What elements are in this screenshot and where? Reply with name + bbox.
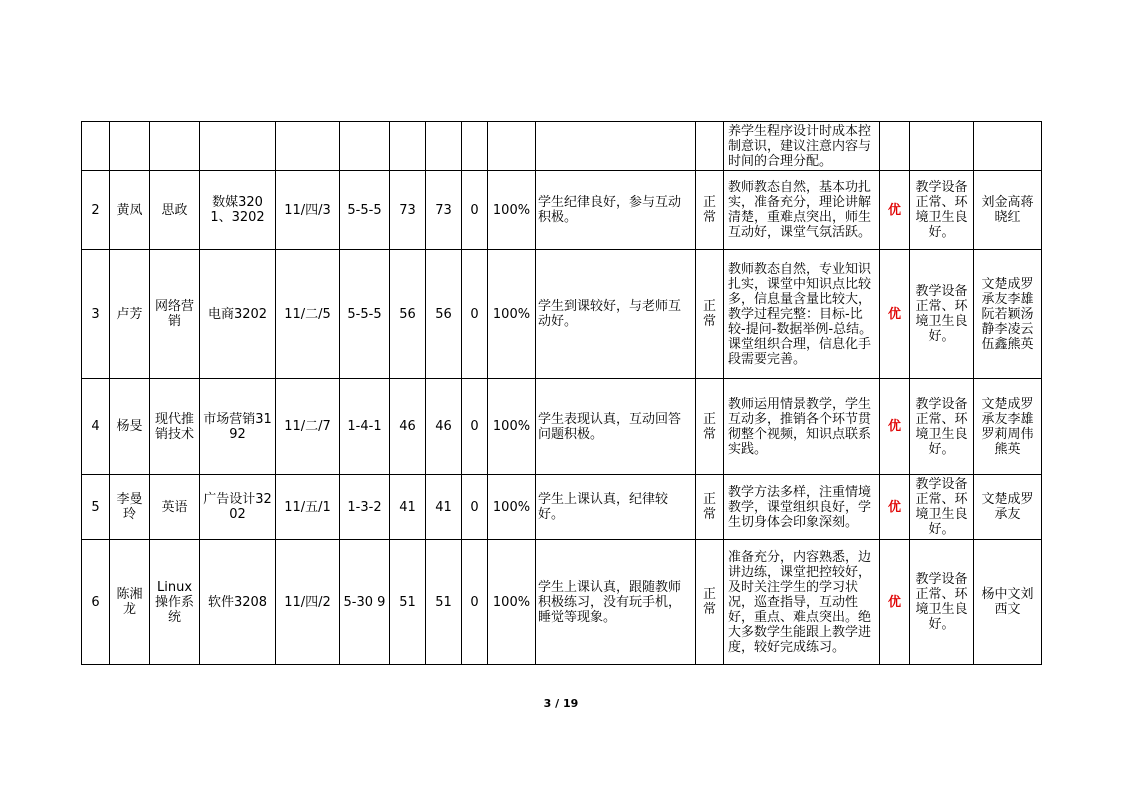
observers: 杨中文刘西文 [974,540,1042,665]
inspection-table [81,121,1042,665]
attendance-rate [488,122,536,171]
row-number: 3 [82,250,110,379]
course-name: 英语 [150,475,200,540]
students-absent: 0 [462,250,488,379]
lesson-date: 11/二/7 [276,379,340,475]
environment-note: 教学设备正常、环境卫生良好。 [910,250,974,379]
evaluation-note: 养学生程序设计时成本控制意识，建议注意内容与时间的合理分配。 [724,122,880,171]
evaluation-note: 准备充分，内容熟悉，边讲边练，课堂把控较好，及时关注学生的学习状况，巡查指导，互动性好，重点、难点突出。绝大多数学生能跟上教学进度，较好完成练习。 [724,540,880,665]
teacher-name [110,122,150,171]
course-name: Linux操作系统 [150,540,200,665]
evaluation-note: 教师教态自然，基本功扎实，准备充分，理论讲解清楚，重难点突出，师生互动好，课堂气氛活跃。 [724,171,880,250]
observers: 文楚成罗承友 [974,475,1042,540]
attendance-rate: 100% [488,540,536,665]
teacher-name: 李曼玲 [110,475,150,540]
attendance-rate: 100% [488,171,536,250]
evaluation-note: 教学方法多样，注重情境教学，课堂组织良好，学生切身体会印象深刻。 [724,475,880,540]
observers: 文楚成罗承友李雄阮若颖汤静李凌云伍鑫熊英 [974,250,1042,379]
students-absent: 0 [462,540,488,665]
class-name [200,122,276,171]
teaching-status: 正常 [696,171,724,250]
discipline-note [536,122,696,171]
lesson-period [340,122,390,171]
environment-note: 教学设备正常、环境卫生良好。 [910,475,974,540]
teacher-name: 卢芳 [110,250,150,379]
table-row [82,475,1042,540]
course-name [150,122,200,171]
students-absent: 0 [462,475,488,540]
students-present: 56 [426,250,462,379]
students-present [426,122,462,171]
observers: 刘金高蒋晓红 [974,171,1042,250]
lesson-date: 11/五/1 [276,475,340,540]
row-number: 5 [82,475,110,540]
students-present: 51 [426,540,462,665]
students-due: 41 [390,475,426,540]
row-number: 4 [82,379,110,475]
teacher-name: 陈湘龙 [110,540,150,665]
lesson-date [276,122,340,171]
lesson-date: 11/二/5 [276,250,340,379]
attendance-rate: 100% [488,250,536,379]
course-name: 思政 [150,171,200,250]
lesson-period: 1-3-2 [340,475,390,540]
environment-note: 教学设备正常、环境卫生良好。 [910,379,974,475]
class-name: 电商3202 [200,250,276,379]
observers: 文楚成罗承友李雄罗莉周伟熊英 [974,379,1042,475]
discipline-note: 学生上课认真，跟随教师积极练习，没有玩手机，睡觉等现象。 [536,540,696,665]
discipline-note: 学生纪律良好，参与互动积极。 [536,171,696,250]
environment-note: 教学设备正常、环境卫生良好。 [910,540,974,665]
students-present: 73 [426,171,462,250]
students-absent [462,122,488,171]
row-number: 6 [82,540,110,665]
students-due: 56 [390,250,426,379]
class-name: 数媒3201、3202 [200,171,276,250]
row-number [82,122,110,171]
course-name: 现代推销技术 [150,379,200,475]
students-absent: 0 [462,379,488,475]
rating [880,122,910,171]
table-row [82,122,1042,171]
teaching-status: 正常 [696,379,724,475]
environment-note [910,122,974,171]
attendance-rate: 100% [488,379,536,475]
lesson-period: 1-4-1 [340,379,390,475]
class-name: 软件3208 [200,540,276,665]
teacher-name: 杨旻 [110,379,150,475]
rating: 优 [880,379,910,475]
page-number: 3 / 19 [543,697,579,710]
students-absent: 0 [462,171,488,250]
lesson-date: 11/四/3 [276,171,340,250]
lesson-period: 5-5-5 [340,171,390,250]
teaching-status [696,122,724,171]
lesson-period: 5-30 9 [340,540,390,665]
teaching-status: 正常 [696,250,724,379]
rating: 优 [880,250,910,379]
teaching-status: 正常 [696,540,724,665]
attendance-rate: 100% [488,475,536,540]
rating: 优 [880,540,910,665]
discipline-note: 学生上课认真，纪律较好。 [536,475,696,540]
discipline-note: 学生到课较好，与老师互动好。 [536,250,696,379]
lesson-period: 5-5-5 [340,250,390,379]
evaluation-note: 教师运用情景教学，学生互动多，推销各个环节贯彻整个视频，知识点联系实践。 [724,379,880,475]
observers [974,122,1042,171]
students-present: 41 [426,475,462,540]
rating: 优 [880,171,910,250]
students-due: 46 [390,379,426,475]
class-name: 广告设计3202 [200,475,276,540]
table-row [82,250,1042,379]
table-row [82,171,1042,250]
teacher-name: 黄凤 [110,171,150,250]
students-due: 73 [390,171,426,250]
environment-note: 教学设备正常、环境卫生良好。 [910,171,974,250]
class-name: 市场营销3192 [200,379,276,475]
students-due: 51 [390,540,426,665]
lesson-date: 11/四/2 [276,540,340,665]
row-number: 2 [82,171,110,250]
rating: 优 [880,475,910,540]
table-row [82,540,1042,665]
table-row [82,379,1042,475]
students-due [390,122,426,171]
teaching-status: 正常 [696,475,724,540]
course-name: 网络营销 [150,250,200,379]
students-present: 46 [426,379,462,475]
discipline-note: 学生表现认真，互动回答问题积极。 [536,379,696,475]
evaluation-note: 教师教态自然，专业知识扎实，课堂中知识点比较多，信息量含量比较大，教学过程完整：目标-比较-提问-数据举例-总结。课堂组织合理，信息化手段需要完善。 [724,250,880,379]
